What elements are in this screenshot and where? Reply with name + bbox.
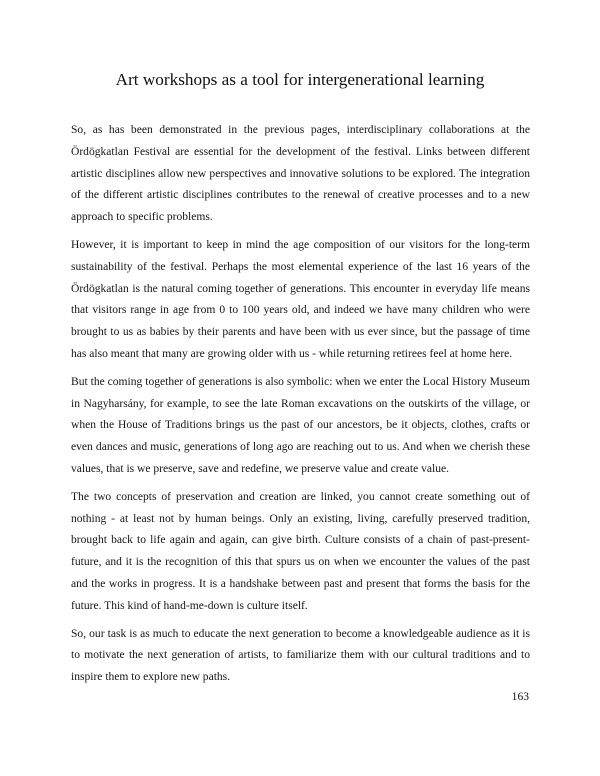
- page-title: Art workshops as a tool for intergenerational learning: [115, 70, 485, 89]
- body-text: [71, 120, 530, 695]
- paragraph-4: The two concepts of preservation and creation are linked, you cannot create something out of nothing - at least not by human beings. Only an existing, living, carefully preserved tradition, brought back to life again and again, can give birth. Culture consists of a chain of past-present-future, and it is the recognition of this that spurs us on when we encounter the values of the past and the works in progress. It is a handshake between past and present that forms the basis for the future. This kind of hand-me-down is culture itself.: [71, 490, 530, 612]
- paragraph-5: So, our task is as much to educate the next generation to become a knowledgeable audience as it is to motivate the next generation of artists, to familiarize them with our cultural traditions and to inspire them to explore new paths.: [71, 627, 530, 684]
- paragraph-1: So, as has been demonstrated in the previous pages, interdisciplinary collaborations at the Ördögkatlan Festival are essential for the development of the festival. Links between different artistic disciplines allow new perspectives and innovative solutions to be explored. The integration of the different artistic disciplines contributes to the renewal of creative processes and to a new approach to specific problems.: [71, 124, 530, 224]
- paragraph-2: However, it is important to keep in mind the age composition of our visitors for the long-term sustainability of the festival. Perhaps the most elemental experience of the last 16 years of the Ördögkatlan is the natural coming together of generations. This encounter in everyday life means that visitors range in age from 0 to 100 years old, and indeed we have many children who were brought to us as babies by their parents and have been with us ever since, but the passage of time has also meant that many are growing older with us - while returning retirees feel at home here.: [71, 238, 530, 360]
- page-number: 163: [511, 691, 529, 703]
- paragraph-3: But the coming together of generations is also symbolic: when we enter the Local History Museum in Nagyharsány, for example, to see the late Roman excavations on the outskirts of the village, or when the House of Traditions brings us the past of our ancestors, be it objects, clothes, crafts or even dances and music, generations of long ago are reaching out to us. And when we cherish these values, that is we preserve, save and redefine, we preserve value and create value.: [71, 375, 530, 475]
